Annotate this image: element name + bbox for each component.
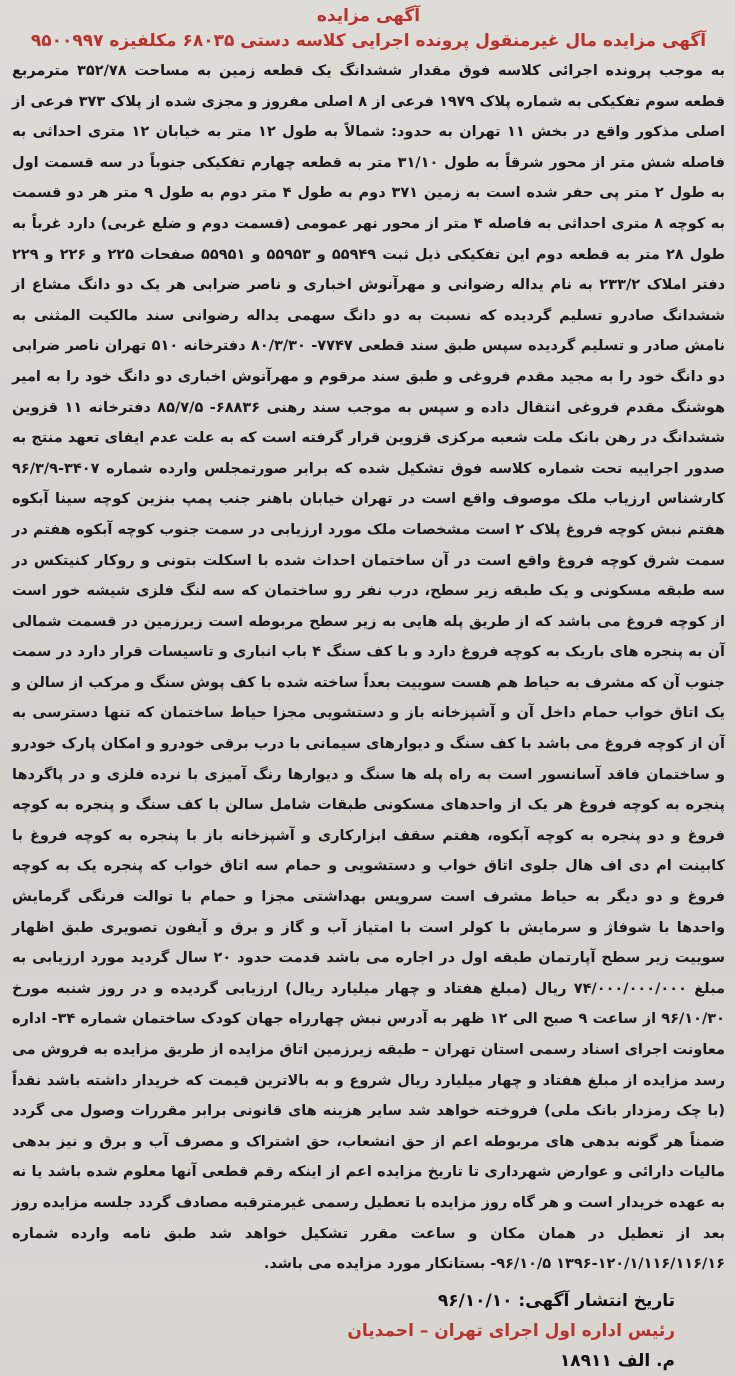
notice-title: آگهی مزایده	[316, 6, 421, 26]
publish-date: تاریخ انتشار آگهی: ۹۶/۱۰/۱۰	[437, 1290, 675, 1311]
ad-code: م. الف ۱۸۹۱۱	[559, 1350, 675, 1371]
chief-signature: رئیس اداره اول اجرای تهران – احمدیان	[347, 1320, 675, 1341]
notice-subtitle: آگهی مزایده مال غیرمنقول پرونده اجرایی کلاسه دستی ۶۸۰۳۵ مکلفیزه ۹۵۰۰۹۹۷	[30, 31, 707, 51]
notice-body: به موجب پرونده اجرائی کلاسه فوق مقدار ششدانگ یک قطعه زمین به مساحت ۳۵۲/۷۸ مترمربع قطعه سوم تفکیکی به شماره پلاک ۱۹۷۹ فرعی از ۸ اصلی مفروز و مجزی شده از پلاک ۳۷۳ فرعی از اصلی مذکور واقع در بخش ۱۱ تهران به حدود: شمالاً به طول ۱۲ متر به خیابان ۱۲ متری احداثی به فاصله شش متر از محور شرقاً به طول ۳۱/۱۰ متر به قطعه چهارم تفکیکی جنوباً در سه قسمت اول به طول ۲ متر پی حفر شده است به زمین ۳۷۱ دوم به طول ۴ متر دوم به طول ۹ متر هر دو قسمت به کوچه ۸ متری احداثی به فاصله ۴ متر از محور نهر عمومی (قسمت دوم و ضلع غربی) دارد غرباً به طول ۲۸ متر به قطعه دوم این تفکیکی ذیل ثبت ۵۵۹۴۹ و ۵۵۹۵۳ و ۵۵۹۵۱ صفحات ۲۲۵ و ۲۲۶ و ۲۲۹ دفتر املاک ۲۳۳/۲ به نام یداله رضوانی و مهرآنوش اخباری و ناصر ضرابی هر یک دو دانگ مشاع از ششدانگ صادرو تسلیم گردیده که نسبت به دو دانگ سهمی یداله رضوانی سند مالکیت المثنی به نامش صادر و تسلیم گردیده سپس طبق سند قطعی ۷۷۴۷- ۸۰/۳/۳۰ دفترخانه ۵۱۰ تهران ناصر ضرابی دو دانگ خود را به مجید مقدم فروغی و طبق سند مرقوم و مهرآنوش اخباری دو دانگ خود را به امیر هوشنگ مقدم فروغی انتقال داده و سپس به موجب سند رهنی ۶۸۸۳۶- ۸۵/۷/۵ دفترخانه ۱۱ قزوین ششدانگ در رهن بانک ملت شعبه مرکزی قزوین قرار گرفته است که به علت عدم ایفای تعهد منتج به صدور اجراییه تحت شماره کلاسه فوق تشکیل شده که برابر صورتمجلس وارده شماره ۳۴۰۷-۹۶/۳/۹ کارشناس ارزیاب ملک موصوف واقع است در تهران خیابان باهنر جنب پمپ بنزین کوچه سینا آبکوه هفتم نبش کوچه فروغ پلاک ۲ است مشخصات ملک مورد ارزیابی در سمت جنوب کوچه آبکوه هفتم در سمت شرق کوچه فروغ واقع است در آن ساختمان احداث شده با اسکلت بتونی و روکار کنیتکس در سه طبقه مسکونی و یک طبقه زیر سطح، درب نفر رو ساختمان که سه لنگ فلزی شیشه خور است از کوچه فروغ می باشد که از طریق پله هایی به زیر سطح مربوطه است زیرزمین در قسمت شمالی آن به پنجره های باریک به کوچه فروغ دارد و با کف سنگ ۴ باب انباری و تاسیسات قرار دارد در سمت جنوب آن که مشرف به حیاط هم هست سوییت بعداً ساخته شده با کف پوش سنگ و مرکب از سالن و یک اتاق خواب حمام داخل آن و آشپزخانه باز و دستشویی مجزا حیاط ساختمان که تنها دسترسی به آن از کوچه فروغ می باشد با کف سنگ و دیوارهای سیمانی با درب برقی خودرو و امکان پارک خودرو و ساختمان فاقد آسانسور است به راه پله ها سنگ و دیوارها رنگ آمیزی با نرده فلزی و در پاگردها پنجره به کوچه فروغ هر یک از واحدهای مسکونی طبقات شامل سالن با کف سنگ و پنجره به کوچه فروغ و دو پنجره به کوچه آبکوه، هفتم سقف ابزارکاری و آشپزخانه باز با پنجره به کوچه فروغ با کابینت ام دی اف هال جلوی اتاق خواب و دستشویی و حمام سه اتاق خواب که پنجره یک به کوچه فروغ و دو دیگر به حیاط مشرف است سرویس بهداشتی مجزا و حمام با توالت فرنگی گرمایش واحدها با شوفاژ و سرمایش با کولر است با امتیاز آب و گاز و برق و آیفون تصویری طبق اظهار سوییت زیر سطح آپارتمان طبقه اول در اجاره می باشد قدمت حدود ۲۰ سال گردید مورد ارزیابی به مبلغ ۷۴/۰۰۰/۰۰۰/۰۰۰ ریال (مبلغ هفتاد و چهار میلیارد ریال) ارزیابی گردیده و در روز شنبه مورخ ۹۶/۱۰/۳۰ از ساعت ۹ صبح الی ۱۲ ظهر به آدرس نبش چهارراه جهان کودک ساختمان شماره ۳۴- اداره معاونت اجرای اسناد رسمی استان تهران – طبقه زیرزمین اتاق مزایده از طریق مزایده به فروش می رسد مزایده از مبلغ هفتاد و چهار میلیارد ریال شروع و به بالاترین قیمت که خریدار داشته باشد نقداً (با چک رمزدار بانک ملی) فروخته خواهد شد سایر هزینه های قانونی برابر مقررات وصول می گردد ضمناً هر گونه بدهی های مربوطه اعم از حق انشعاب، حق اشتراک و مصرف آب و برق و نیز بدهی مالیات دارائی و عوارض شهرداری تا تاریخ مزایده اعم از اینکه رقم قطعی آنها معلوم شده باشد یا نه به عهده خریدار است و هر گاه روز مزایده با تعطیل رسمی غیرمترقبه مصادف گردد جلسه مزایده روز بعد از تعطیل در همان مکان و ساعت مقرر تشکیل خواهد شد طبق نامه وارده شماره ۱۲۰/۱/۱۱۶/۱۱۶/۱۶-۱۳۹۶ ۹۶/۱۰/۵- بستانکار مورد مزایده می باشد.	[11, 63, 726, 1273]
notice-footer	[12, 1286, 725, 1376]
